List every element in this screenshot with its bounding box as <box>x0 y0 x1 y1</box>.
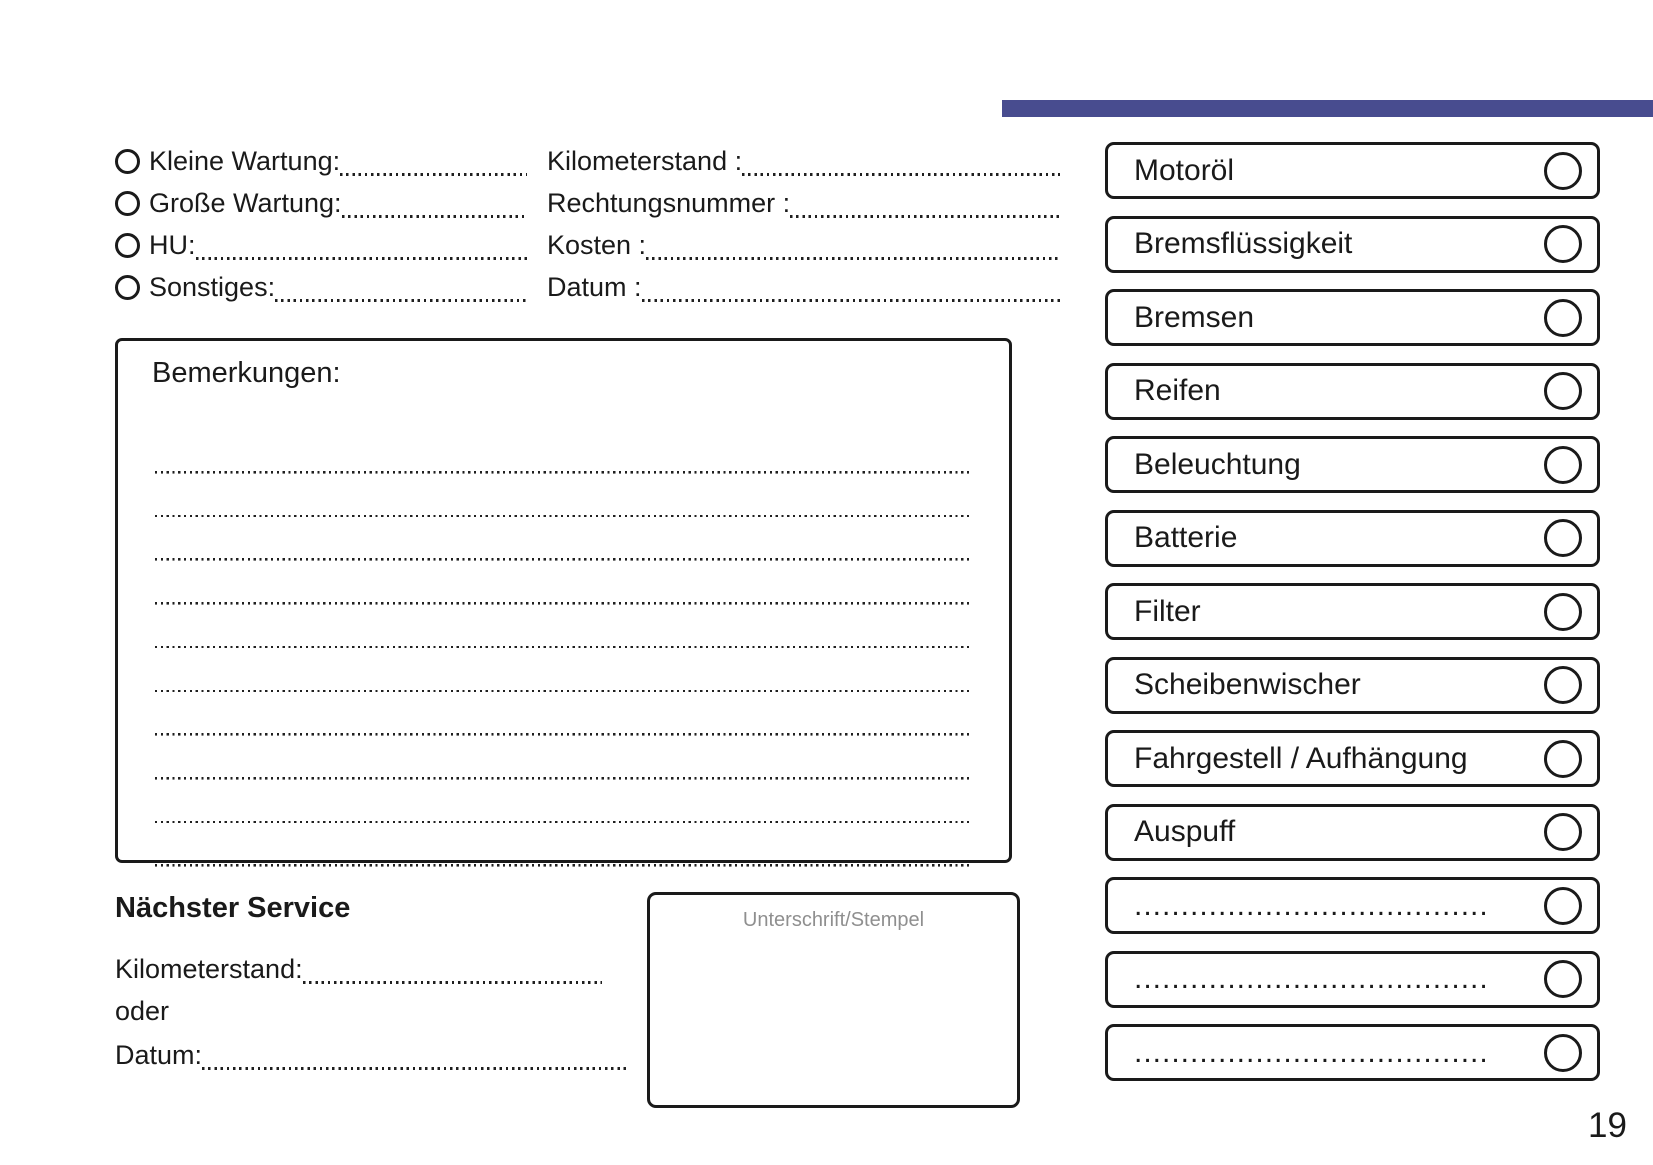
remark-line[interactable] <box>155 605 972 649</box>
checklist-label: Bremsflüssigkeit <box>1134 227 1353 260</box>
radio-sonstiges[interactable] <box>115 275 140 300</box>
remark-line[interactable] <box>155 823 972 867</box>
next-service-or-label: oder <box>115 996 170 1026</box>
radio-hu[interactable] <box>115 233 140 258</box>
checklist-blank-label[interactable]: ...................................... <box>1134 962 1489 995</box>
check-circle[interactable] <box>1544 225 1582 263</box>
checklist-label: Batterie <box>1134 521 1238 554</box>
check-circle[interactable] <box>1544 593 1582 631</box>
service-details-group <box>547 140 1060 308</box>
checklist-item-blank-3 <box>1105 1024 1600 1081</box>
grosse-wartung-label: Große Wartung: <box>149 187 342 218</box>
check-circle[interactable] <box>1544 1034 1582 1072</box>
checklist-item-scheibenwischer <box>1105 657 1600 714</box>
next-service-datum-row <box>115 1034 627 1076</box>
hu-label: HU: <box>149 229 196 260</box>
next-service-title: Nächster Service <box>115 892 351 924</box>
checklist-blank-label[interactable]: ...................................... <box>1134 888 1489 922</box>
checklist-item-bremsfluessigkeit <box>1105 216 1600 273</box>
kilometerstand-input-line[interactable] <box>742 173 1060 176</box>
header-accent-bar <box>1002 100 1653 117</box>
remark-line[interactable] <box>155 780 972 824</box>
kosten-label: Kosten : <box>547 229 647 260</box>
checklist-item-blank-2 <box>1105 951 1600 1008</box>
checklist-item-motoroel <box>1105 142 1600 199</box>
remarks-title: Bemerkungen: <box>152 357 341 389</box>
service-type-row-grosse-wartung <box>115 182 527 224</box>
check-circle[interactable] <box>1544 813 1582 851</box>
checklist-label: Fahrgestell / Aufhängung <box>1134 741 1468 775</box>
signature-label: Unterschrift/Stempel <box>742 909 925 931</box>
remark-line[interactable] <box>155 736 972 780</box>
checklist-item-beleuchtung <box>1105 436 1600 493</box>
grosse-wartung-input-line[interactable] <box>342 215 527 218</box>
service-type-row-sonstiges <box>115 266 527 308</box>
checklist-item-batterie <box>1105 510 1600 567</box>
next-service-datum-label: Datum: <box>115 1039 203 1070</box>
kleine-wartung-input-line[interactable] <box>340 173 527 176</box>
check-circle[interactable] <box>1544 887 1582 925</box>
datum-input-line[interactable] <box>642 299 1060 302</box>
checklist-label: Reifen <box>1134 374 1221 407</box>
checklist-item-auspuff <box>1105 804 1600 861</box>
rechnungsnummer-label: Rechtungsnummer : <box>547 187 791 218</box>
datum-label: Datum : <box>547 271 642 302</box>
remarks-lines <box>155 430 972 867</box>
next-service-km-input-line[interactable] <box>303 981 602 984</box>
remark-line[interactable] <box>155 517 972 561</box>
detail-row-datum <box>547 266 1060 308</box>
check-circle[interactable] <box>1544 666 1582 704</box>
checklist-label: Auspuff <box>1134 815 1236 848</box>
rechnungsnummer-input-line[interactable] <box>790 215 1060 218</box>
check-circle[interactable] <box>1544 519 1582 557</box>
service-type-row-kleine-wartung <box>115 140 527 182</box>
remark-line[interactable] <box>155 648 972 692</box>
check-circle[interactable] <box>1544 372 1582 410</box>
remarks-box <box>115 338 1012 863</box>
checklist-item-reifen <box>1105 363 1600 420</box>
checklist-label: Motoröl <box>1134 153 1235 187</box>
check-circle[interactable] <box>1544 152 1582 190</box>
kilometerstand-label: Kilometerstand : <box>547 145 743 176</box>
detail-row-kilometerstand <box>547 140 1060 182</box>
check-circle[interactable] <box>1544 299 1582 337</box>
checklist-label: Filter <box>1134 594 1201 628</box>
radio-kleine-wartung[interactable] <box>115 149 140 174</box>
kleine-wartung-label: Kleine Wartung: <box>149 145 341 176</box>
hu-input-line[interactable] <box>196 257 528 260</box>
page-number: 19 <box>1588 1106 1627 1145</box>
check-circle[interactable] <box>1544 446 1582 484</box>
detail-row-rechnungsnummer <box>547 182 1060 224</box>
service-type-row-hu <box>115 224 527 266</box>
checklist-label: Beleuchtung <box>1134 447 1301 481</box>
remark-line[interactable] <box>155 430 972 474</box>
sonstiges-input-line[interactable] <box>275 299 527 302</box>
service-type-group <box>115 140 527 308</box>
next-service-km-row <box>115 948 602 990</box>
remark-line[interactable] <box>155 561 972 605</box>
check-circle[interactable] <box>1544 960 1582 998</box>
next-service-km-label: Kilometerstand: <box>115 953 303 984</box>
remark-line[interactable] <box>155 474 972 518</box>
radio-grosse-wartung[interactable] <box>115 191 140 216</box>
checklist-item-bremsen <box>1105 289 1600 346</box>
signature-box[interactable] <box>647 892 1020 1108</box>
checklist-item-fahrgestell-aufhaengung <box>1105 730 1600 787</box>
checklist-label: Bremsen <box>1134 300 1255 334</box>
check-circle[interactable] <box>1544 740 1582 778</box>
checklist-blank-label[interactable]: ...................................... <box>1134 1035 1489 1069</box>
sonstiges-label: Sonstiges: <box>149 271 276 302</box>
kosten-input-line[interactable] <box>646 257 1060 260</box>
checklist <box>1105 142 1600 1098</box>
next-service-datum-input-line[interactable] <box>202 1067 627 1070</box>
remark-line[interactable] <box>155 692 972 736</box>
detail-row-kosten <box>547 224 1060 266</box>
checklist-label: Scheibenwischer <box>1134 668 1361 701</box>
checklist-item-filter <box>1105 583 1600 640</box>
checklist-item-blank-1 <box>1105 877 1600 934</box>
